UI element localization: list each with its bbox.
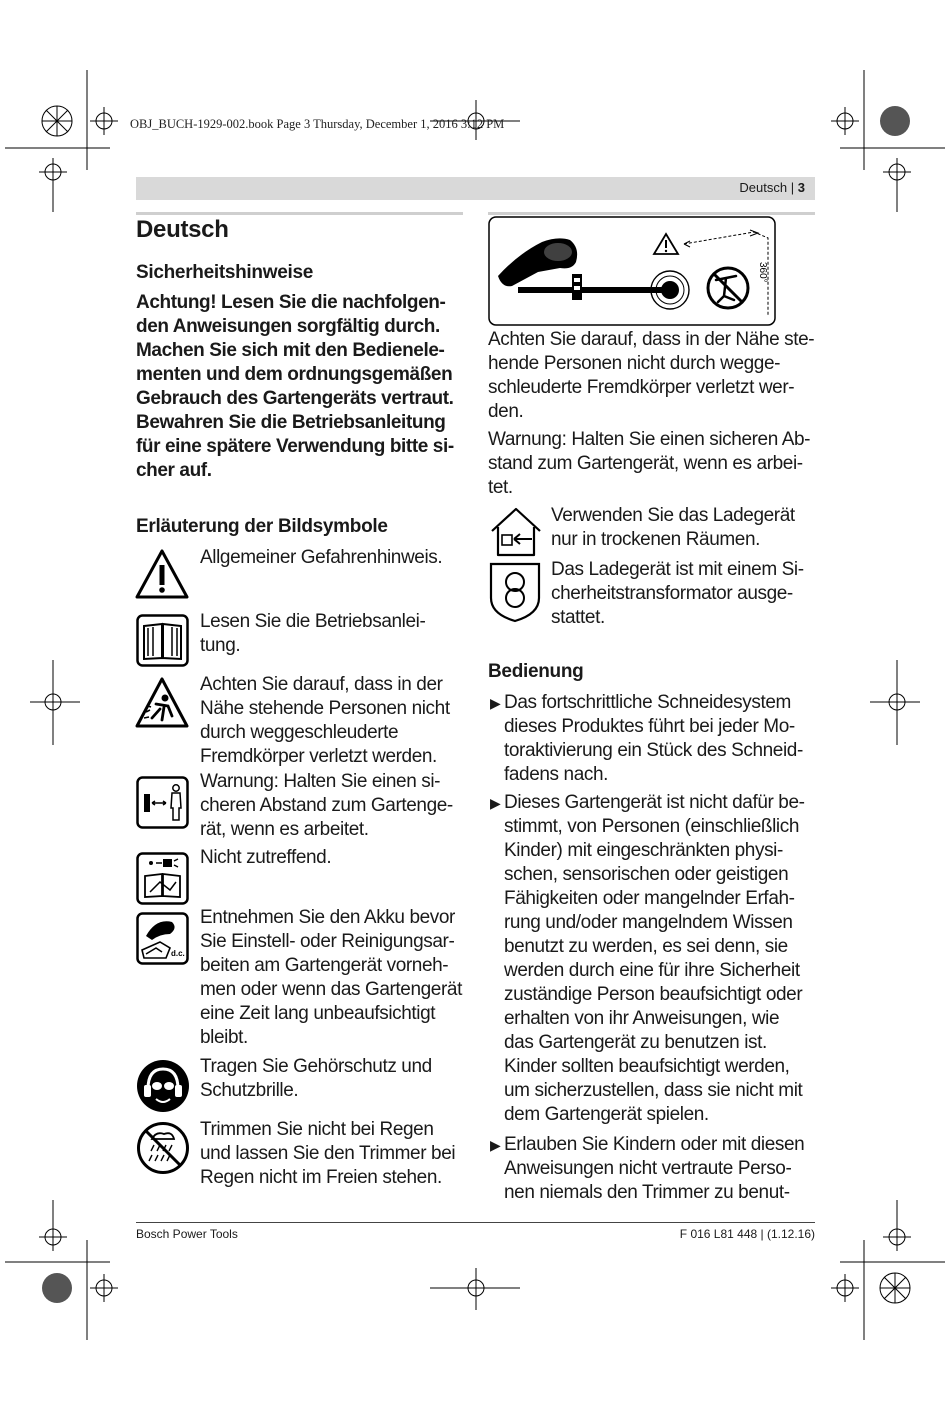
trimmer-distance-illustration-icon — [488, 216, 776, 326]
symbol-text: Warnung: Halten Sie einen si- cheren Abstand zum Gartenge- rät, wenn es arbeitet. — [200, 771, 453, 840]
ear-eye-protection-icon — [136, 1059, 190, 1113]
header-separator: | — [790, 180, 795, 195]
dc-label: d.c. — [171, 949, 185, 958]
column-rule-right — [488, 212, 815, 215]
symbol-text: Verwenden Sie das Ladegerät nur in trockenen Räumen. — [551, 505, 795, 550]
no-rain-icon — [136, 1121, 190, 1175]
safe-distance-icon — [136, 776, 189, 829]
warning-line: für eine spätere Verwendung bitte si- — [136, 436, 454, 457]
warning-line: menten und dem ordnungsgemäßen — [136, 364, 453, 385]
warning-triangle-icon — [134, 548, 190, 600]
warning-line: den Anweisungen sorgfältig durch. — [136, 316, 440, 337]
warning-line: cher auf. — [136, 460, 212, 481]
symbol-text: Tragen Sie Gehörschutz und Schutzbrille. — [200, 1056, 432, 1101]
manual-book-icon — [136, 614, 189, 667]
bullet-triangle-icon: ▶ — [490, 795, 501, 811]
not-applicable-icon — [136, 852, 189, 905]
bullet-triangle-icon: ▶ — [490, 1137, 501, 1153]
warning-line: Machen Sie sich mit den Bedienele- — [136, 340, 445, 361]
warning-line: Bewahren Sie die Betriebsanleitung — [136, 412, 446, 433]
header-language: Deutsch — [739, 180, 788, 195]
remove-battery-icon — [136, 912, 189, 965]
page-header — [739, 180, 815, 195]
safety-heading: Sicherheitshinweise — [136, 262, 313, 283]
flying-debris-icon — [134, 676, 190, 730]
symbol-text: Allgemeiner Gefahrenhinweis. — [200, 547, 443, 568]
symbols-heading: Erläuterung der Bildsymbole — [136, 516, 388, 537]
symbol-text: Nicht zutreffend. — [200, 847, 332, 868]
paragraph-debris: Achten Sie darauf, dass in der Nähe ste- hende Personen nicht durch wegge- schleuderte Fremdkörper verletzt wer- den. — [488, 329, 815, 422]
angle-label: 360° — [757, 262, 768, 283]
page-header-bar — [136, 177, 815, 200]
bullet-item: ▶ Das fortschrittliche Schneidesystem dieses Produktes führt bei jeder Mo- toraktivierung ein Stück des Schneid- fadens nach. — [490, 692, 803, 785]
paragraph-distance: Warnung: Halten Sie einen sicheren Ab- stand zum Gartengerät, wenn es arbei- tet. — [488, 429, 811, 498]
bullet-item: ▶ Dieses Gartengerät ist nicht dafür be- stimmt, von Personen (einschließlich Kinder) mit eingeschränkten physi- schen, sensorischen oder geistigen Fähigkeiten oder mangelnder Erfah- rung und/oder mangelndem Wissen benutzt zu werden, es sei denn, sie werden durch eine für ihre Sicherheit zuständige Person beaufsichtigt oder erhalten von ihr Anweisungen, wie das Gartengerät zu benutzen ist. Kinder sollten beaufsichtigt werden, um sicherzustellen, dass sie nicht mit dem Gartengerät spielen. — [490, 792, 805, 1125]
footer-brand: Bosch Power Tools — [136, 1227, 238, 1241]
warning-line: Achtung! Lesen Sie die nachfolgen- — [136, 292, 446, 313]
page-number: 3 — [797, 180, 805, 195]
bullet-triangle-icon: ▶ — [490, 695, 501, 711]
safety-transformer-icon — [488, 560, 542, 624]
symbol-text: Trimmen Sie nicht bei Regen und lassen Sie den Trimmer bei Regen nicht im Freien stehen. — [200, 1119, 456, 1188]
symbol-text: Lesen Sie die Betriebsanlei- tung. — [200, 611, 426, 656]
footer-doc-number: F 016 L81 448 | (1.12.16) — [679, 1227, 815, 1241]
symbol-text: Das Ladegerät ist mit einem Si- cherheitstransformator ausge- stattet. — [551, 559, 804, 628]
page-title: Deutsch — [136, 216, 229, 243]
warning-line: Gebrauch des Gartengeräts vertraut. — [136, 388, 454, 409]
footer-rule — [136, 1222, 815, 1223]
warning-block — [136, 291, 466, 483]
book-info-line: OBJ_BUCH-1929-002.book Page 3 Thursday, December 1, 2016 3:12 PM — [130, 117, 505, 131]
column-rule-left — [136, 212, 463, 215]
registration-target-icon — [42, 106, 72, 136]
indoor-use-house-icon — [488, 505, 544, 559]
symbol-text: Achten Sie darauf, dass in der Nähe stehende Personen nicht durch weggeschleuderte Fremdkörper verletzt werden. — [200, 674, 450, 767]
operation-heading: Bedienung — [488, 661, 584, 682]
bullet-item: ▶ Erlauben Sie Kindern oder mit diesen Anweisungen nicht vertraute Perso- nen niemals den Trimmer zu benut- — [490, 1134, 805, 1203]
symbol-text: Entnehmen Sie den Akku bevor Sie Einstell- oder Reinigungsar- beiten am Gartengerät vorneh- men oder wenn das Gartengerät eine Zeit lang unbeaufsichtigt bleibt. — [200, 907, 462, 1048]
